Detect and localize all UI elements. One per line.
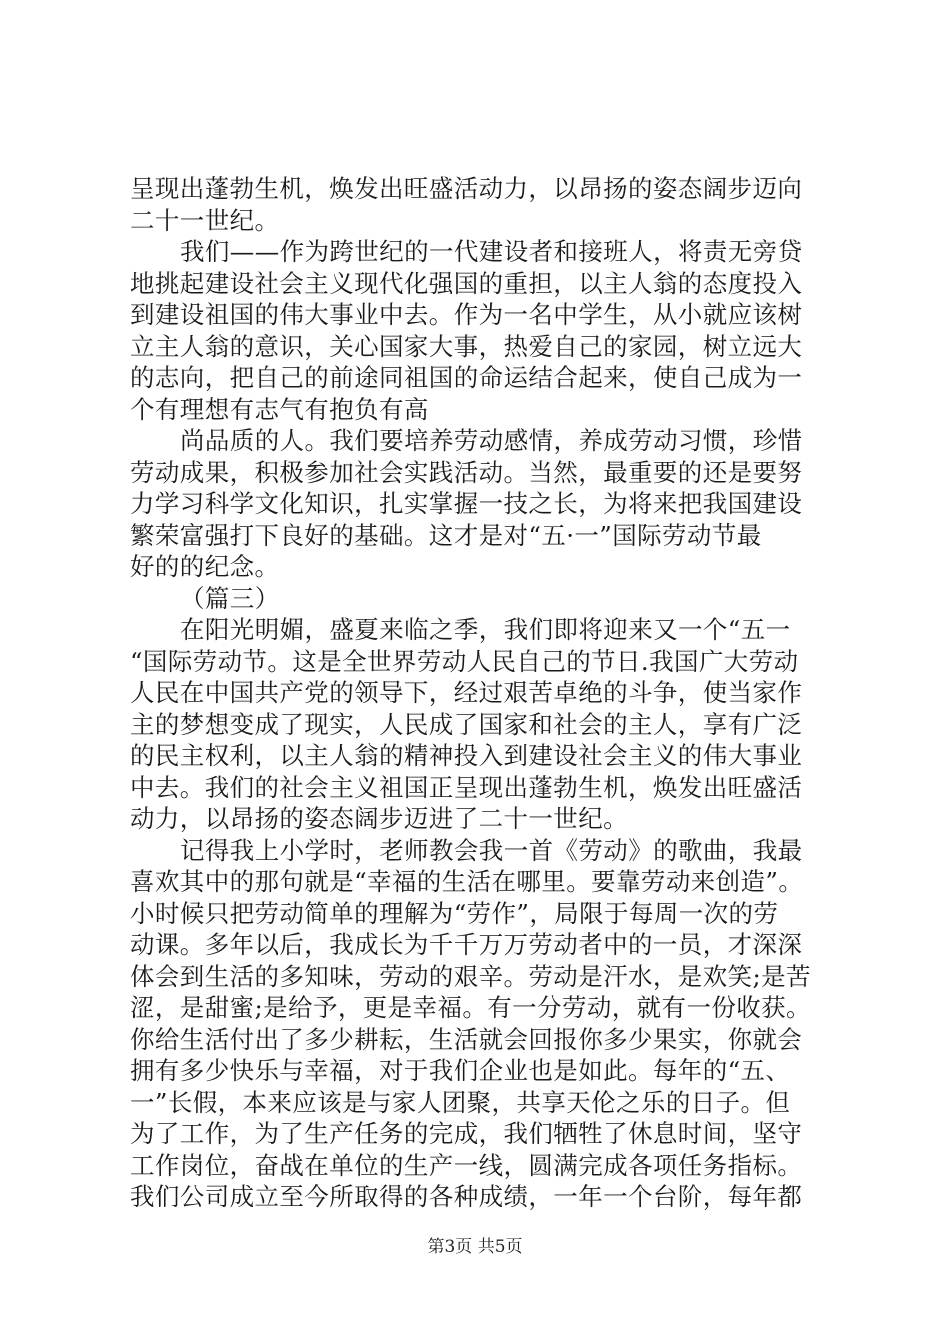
text-line: 拥有多少快乐与幸福，对于我们企业也是如此。每年的“五、: [130, 1056, 791, 1085]
text-line: 好的的纪念。: [130, 552, 280, 581]
document-body: [130, 173, 835, 1213]
page-footer: 第3页 共5页: [427, 1237, 523, 1257]
text-line: 一”长假，本来应该是与家人团聚，共享天伦之乐的日子。但: [130, 1087, 791, 1117]
text-line: 力学习科学文化知识，扎实掌握一技之长，为将来把我国建设: [130, 489, 803, 518]
text-line: 小时候只把劳动简单的理解为“劳作”，局限于每周一次的劳: [130, 898, 779, 928]
text-line: 涩，是甜蜜;是给予，更是幸福。有一分劳动，就有一份收获。: [130, 993, 811, 1022]
text-line: 个有理想有志气有抱负有高: [130, 394, 429, 424]
text-line: 体会到生活的多知味，劳动的艰辛。劳动是汗水，是欢笑;是苦: [130, 961, 811, 991]
text-line: 工作岗位，奋战在单位的生产一线，圆满完成各项任务指标。: [130, 1150, 803, 1180]
text-line: 我们公司成立至今所取得的各种成绩，一年一个台阶，每年都: [130, 1182, 803, 1211]
text-line: 地挑起建设社会主义现代化强国的重担，以主人翁的态度投入: [130, 268, 803, 298]
text-line: “国际劳动节。这是全世界劳动人民自己的节日.我国广大劳动: [130, 646, 799, 676]
text-line: 的志向，把自己的前途同祖国的命运结合起来，使自己成为一: [130, 363, 803, 392]
text-line: （篇三）: [180, 583, 280, 613]
text-line: 呈现出蓬勃生机，焕发出旺盛活动力，以昂扬的姿态阔步迈向: [130, 174, 803, 203]
text-line: 记得我上小学时，老师教会我一首《劳动》的歌曲，我最: [180, 835, 803, 865]
text-line: 劳动成果，积极参加社会实践活动。当然，最重要的还是要努: [130, 457, 803, 487]
text-line: 尚品质的人。我们要培养劳动感情，养成劳动习惯，珍惜: [180, 426, 803, 455]
text-line: 动力，以昂扬的姿态阔步迈进了二十一世纪。: [130, 804, 628, 833]
text-line: 繁荣富强打下良好的基础。这才是对“五·一”国际劳动节最: [130, 520, 762, 550]
text-line: 立主人翁的意识，关心国家大事，热爱自己的家园，树立远大: [130, 331, 803, 361]
text-line: 动课。多年以后，我成长为千千万万劳动者中的一员，才深深: [130, 930, 803, 959]
text-line: 喜欢其中的那句就是“幸福的生活在哪里。要靠劳动来创造”。: [130, 867, 804, 896]
text-line: 你给生活付出了多少耕耘，生活就会回报你多少果实，你就会: [130, 1024, 803, 1054]
text-line: 为了工作，为了生产任务的完成，我们牺牲了休息时间，坚守: [130, 1119, 803, 1148]
text-line: 的民主权利，以主人翁的精神投入到建设社会主义的伟大事业: [130, 741, 803, 770]
text-line: 到建设祖国的伟大事业中去。作为一名中学生，从小就应该树: [130, 300, 803, 329]
text-line: 主的梦想变成了现实，人民成了国家和社会的主人，享有广泛: [130, 709, 803, 739]
text-line: 人民在中国共产党的领导下，经过艰苦卓绝的斗争，使当家作: [130, 678, 803, 707]
text-line: 中去。我们的社会主义祖国正呈现出蓬勃生机，焕发出旺盛活: [130, 772, 803, 802]
text-line: 二十一世纪。: [130, 205, 280, 235]
text-line: 在阳光明媚，盛夏来临之季，我们即将迎来又一个“五一: [180, 615, 791, 644]
text-line: 我们——作为跨世纪的一代建设者和接班人，将责无旁贷: [180, 237, 803, 266]
